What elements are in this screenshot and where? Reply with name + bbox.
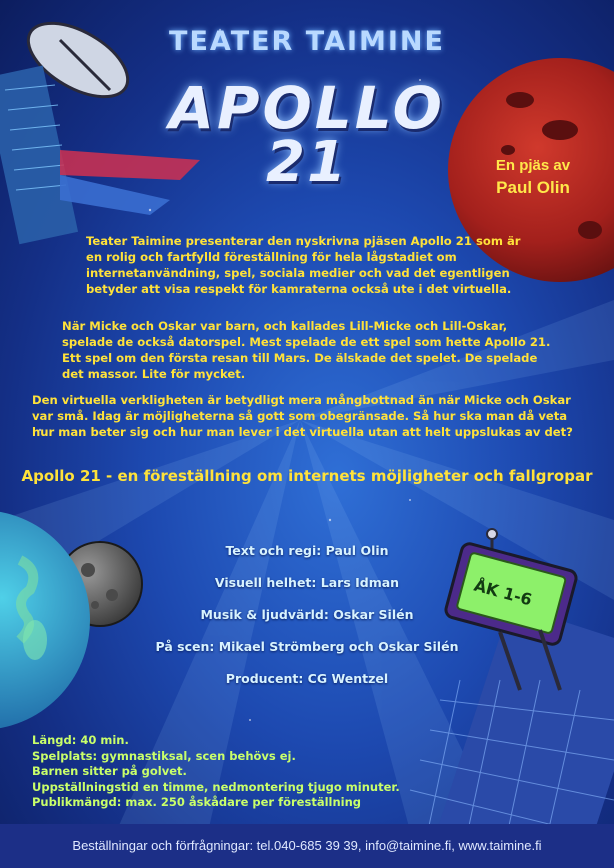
story-paragraph: När Micke och Oskar var barn, och kallades Lill-Micke och Lill-Oskar, spelade de också datorspel. Mest spelade de ett spel som hette Apollo 21. Ett spel om den första resan till Mars. De älskade det spelet. De spelade det massor. Lite för mycket. [62, 319, 551, 381]
intro-paragraph: Teater Taimine presenterar den nyskrivna pjäsen Apollo 21 som är en rolig och fartfylld föreställning för hela lågstadiet om internetanvändning, spel, sociala medier och vad det egentligen betyder att visa respekt för kamraterna också ute i det virtuella. [86, 234, 521, 296]
play-title-number: 21 [266, 130, 348, 195]
detail-venue: Spelplats: gymnastiksal, scen behövs ej. [32, 748, 296, 763]
contact-info: Beställningar och förfrågningar: tel.040-685 39 39, info@taimine.fi, www.taimine.fi [72, 838, 542, 853]
footer-bar [0, 824, 614, 868]
grade-badge: ÅK 1-6 [471, 575, 535, 610]
detail-setup: Uppställningstid en timme, nedmontering tjugo minuter. [32, 779, 400, 794]
play-title: APOLLO [169, 74, 445, 142]
credit-visuals: Visuell helhet: Lars Idman [214, 575, 400, 590]
troupe-name: TEATER TAIMINE [169, 26, 445, 57]
theme-paragraph: Den virtuella verkligheten är betydligt mera mångbottnad än när Micke och Oskar var små. Idag är möjligheterna så gott som obegränsade. Så hur ska man då veta hur man beter sig och hur man lever i det virtuella utan att helt uppslukas av det? [32, 393, 573, 439]
author-name: Paul Olin [496, 178, 570, 197]
byline-label: En pjäs av [495, 157, 571, 174]
credit-producer: Producent: CG Wentzel [225, 671, 389, 686]
credit-music: Musik & ljudvärld: Oskar Silén [200, 607, 414, 622]
detail-seating: Barnen sitter på golvet. [32, 764, 187, 778]
credit-writer: Text och regi: Paul Olin [225, 543, 389, 558]
detail-length: Längd: 40 min. [32, 733, 129, 747]
credit-cast: På scen: Mikael Strömberg och Oskar Silén [155, 639, 459, 654]
credits-list [0, 542, 614, 702]
details-list [32, 733, 452, 811]
tagline: Apollo 21 - en föreställning om internets möjligheter och fallgropar [21, 467, 593, 485]
detail-audience: Publikmängd: max. 250 åskådare per föreställning [32, 795, 362, 809]
byline [478, 155, 588, 199]
